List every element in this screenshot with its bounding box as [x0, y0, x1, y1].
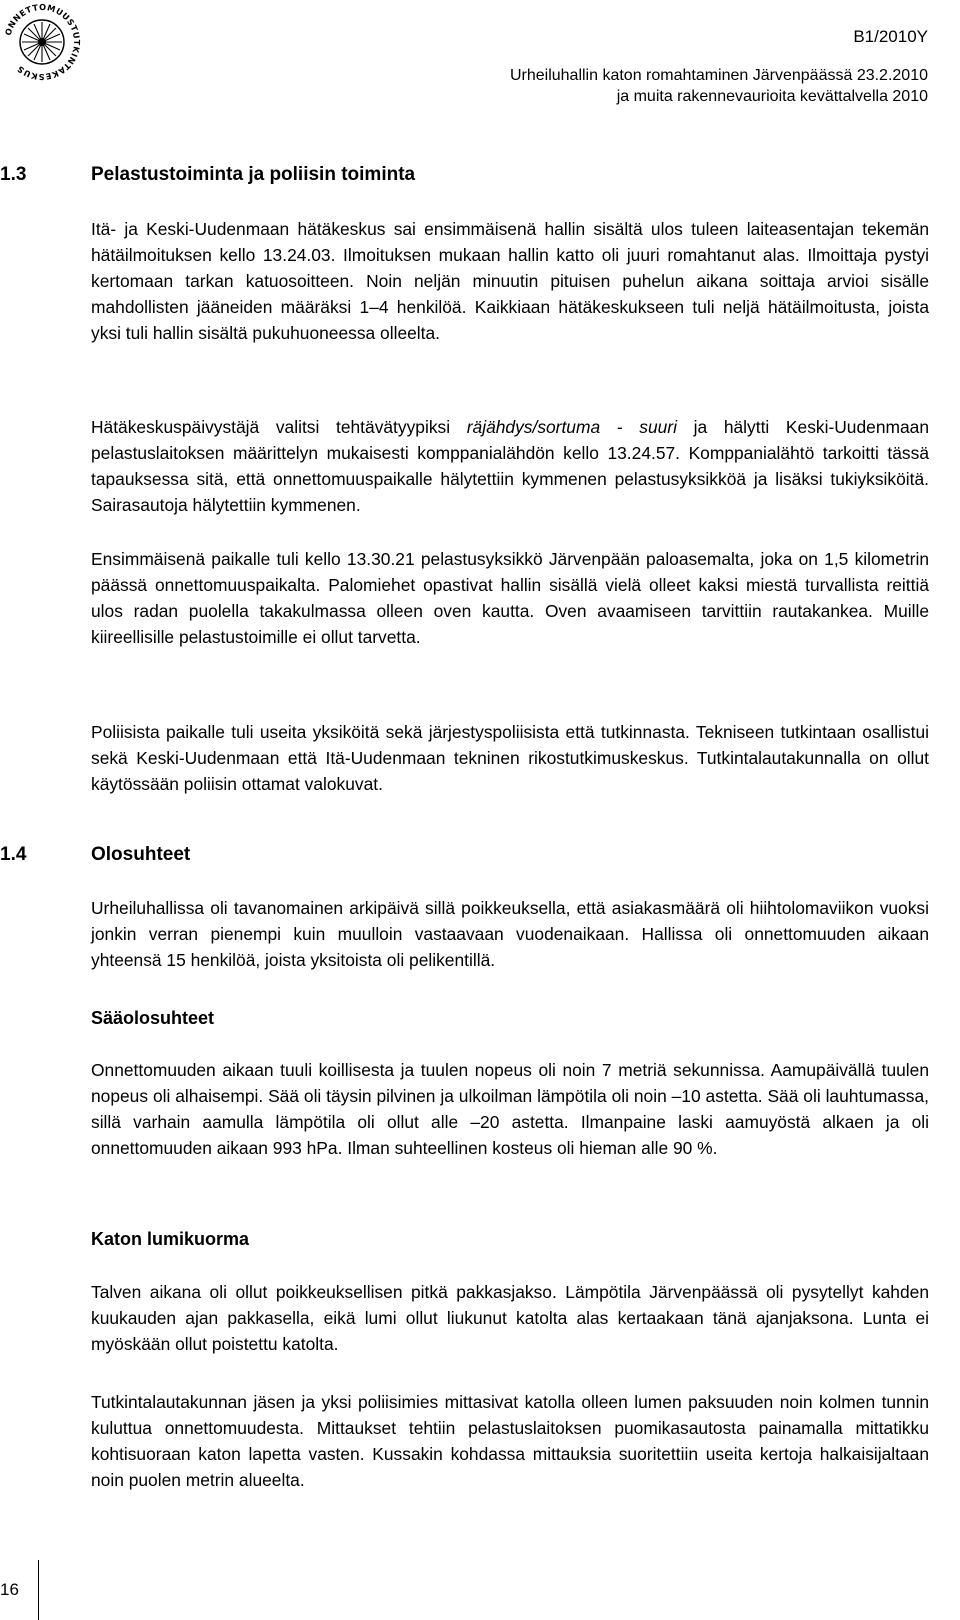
section-title-1-3: Pelastustoiminta ja poliisin toiminta [91, 164, 416, 185]
paragraph-emergency-call: Itä- ja Keski-Uudenmaan hätäkeskus sai ensimmäisenä hallin sisältä ulos tuleen laiteasentajan tekemän hätäilmoituksen kello 13.24.03. Ilmoituksen mukaan hallin katto oli juuri romahtanut alas. Ilmoittaja pystyi kertomaan tarkan katuosoitteen. Noin neljän minuutin pituisen puhelun aikana soittaja arvioi sisälle mahdollisten jääneiden määräksi 1–4 henkilöä. Kaikkiaan hätäkeskukseen tuli neljä hätäilmoitusta, joista yksi tuli hallin sisältä pukuhuoneessa olleelta. [91, 219, 929, 343]
paragraph-snow-load-2: Tutkintalautakunnan jäsen ja yksi poliisimies mittasivat katolla olleen lumen paksuuden noin kolmen tunnin kuluttua onnettomuudesta. Mittaukset tehtiin pelastuslaitoksen puomikasautosta painamalla mittatikku kohtisuoraan katon lapetta vasten. Kussakin kohdassa mittauksia suoritettiin useita kertoja halkaisijaltaan noin puolen metrin alueelta. [91, 1392, 929, 1490]
paragraph-company-dispatch: Komppanialähtö tarkoitti tässä tapauksessa sitä, että onnettomuuspaikalle hälytettiin kymmenen pelastusyksikköä ja lisäksi tukiyksiköitä. Sairasautoja hälytettiin kymmenen. [91, 443, 929, 515]
paragraph-conditions: Urheiluhallissa oli tavanomainen arkipäivä sillä poikkeuksella, että asiakasmäärä oli hiihtolomaviikon vuoksi jonkin verran pienempi kuin muulloin vastaavaan vuodenaikaan. Hallissa oli onnettomuuden aikaan yhteensä 15 henkilöä, joista yksitoista oli pelikentillä. [91, 898, 929, 970]
onnettomuustutkintakeskus-logo [0, 0, 84, 84]
section-title-1-4: Olosuhteet [91, 844, 191, 865]
section-number-1-4: 1.4 [0, 844, 27, 865]
alarm-type-italic: räjähdys/sortuma - suuri [466, 417, 677, 437]
paragraph-alarm-type: Hätäkeskuspäivystäjä valitsi tehtävätyypiksi räjähdys/sortuma - suuri ja hälytti Keski-Uudenmaan pelastuslaitoksen määrittelyn mukaisesti komppanialähdön kello 13.24.57. Komppanialähtö tarkoitti tässä tapauksessa sitä, että onnettomuuspaikalle hälytettiin kymmenen pelastusyksikköä ja lisäksi tukiyksiköitä. Sairasautoja hälytettiin kymmenen. [91, 417, 930, 515]
subheading-weather: Sääolosuhteet [91, 1008, 215, 1028]
paragraph-police: Poliisista paikalle tuli useita yksiköitä sekä järjestyspoliisista että tutkinnasta. Tekniseen tutkintaan osallistui sekä Keski-Uudenmaan että Itä-Uudenmaan tekninen rikostutkimuskeskus. Tutkintalautakunnalla on ollut käytössään poliisin ottamat valokuvat. [91, 722, 929, 794]
document-id: B1/2010Y [853, 27, 928, 46]
paragraph-snow-load-1: Talven aikana oli ollut poikkeuksellisen pitkä pakkasjakso. Lämpötila Järvenpäässä oli pysytellyt kahden kuukauden ajan pakkasella, eikä lumi ollut liukunut katolta alas kertaakaan tänä ajanjaksona. Lunta ei myöskään ollut poistettu katolta. [91, 1282, 929, 1354]
page-header [510, 26, 928, 107]
report-subtitle-line2: ja muita rakennevaurioita kevättalvella 2010 [616, 88, 928, 105]
subheading-snow-load: Katon lumikuorma [91, 1229, 250, 1249]
footer-rule [38, 1560, 39, 1620]
paragraph-first-arrival: Ensimmäisenä paikalle tuli kello 13.30.21 pelastusyksikkö Järvenpään paloasemalta, joka on 1,5 kilometrin päässä onnettomuuspaikalta. Palomiehet opastivat hallin sisällä vielä olleet kaksi miestä turvallista reittiä ulos radan puolella takakulmassa olleen oven kautta. Oven avaamiseen tarvittiin rautakankea. Muille kiireellisille pelastustoimille ei ollut tarvetta. [91, 549, 929, 647]
paragraph-weather: Onnettomuuden aikaan tuuli koillisesta ja tuulen nopeus oli noin 7 metriä sekunnissa. Aamupäivällä tuulen nopeus oli alhaisempi. Sää oli täysin pilvinen ja ulkoilman lämpötila oli noin –10 astetta. Sää oli lauhtumassa, sillä varhain aamulla lämpötila oli ollut alle –20 astetta. Ilmanpaine laski aamuyöstä alkaen ja oli onnettomuuden aikaan 993 hPa. Ilman suhteellinen kosteus oli hieman alle 90 %. [91, 1060, 929, 1158]
page-number: 16 [0, 1580, 19, 1599]
report-subtitle-line1: Urheiluhallin katon romahtaminen Järvenpäässä 23.2.2010 [509, 67, 928, 84]
section-number-1-3: 1.3 [0, 164, 27, 185]
logo-text: ONNETTOMUUSTUTKINTAKESKUS [2, 1, 83, 83]
